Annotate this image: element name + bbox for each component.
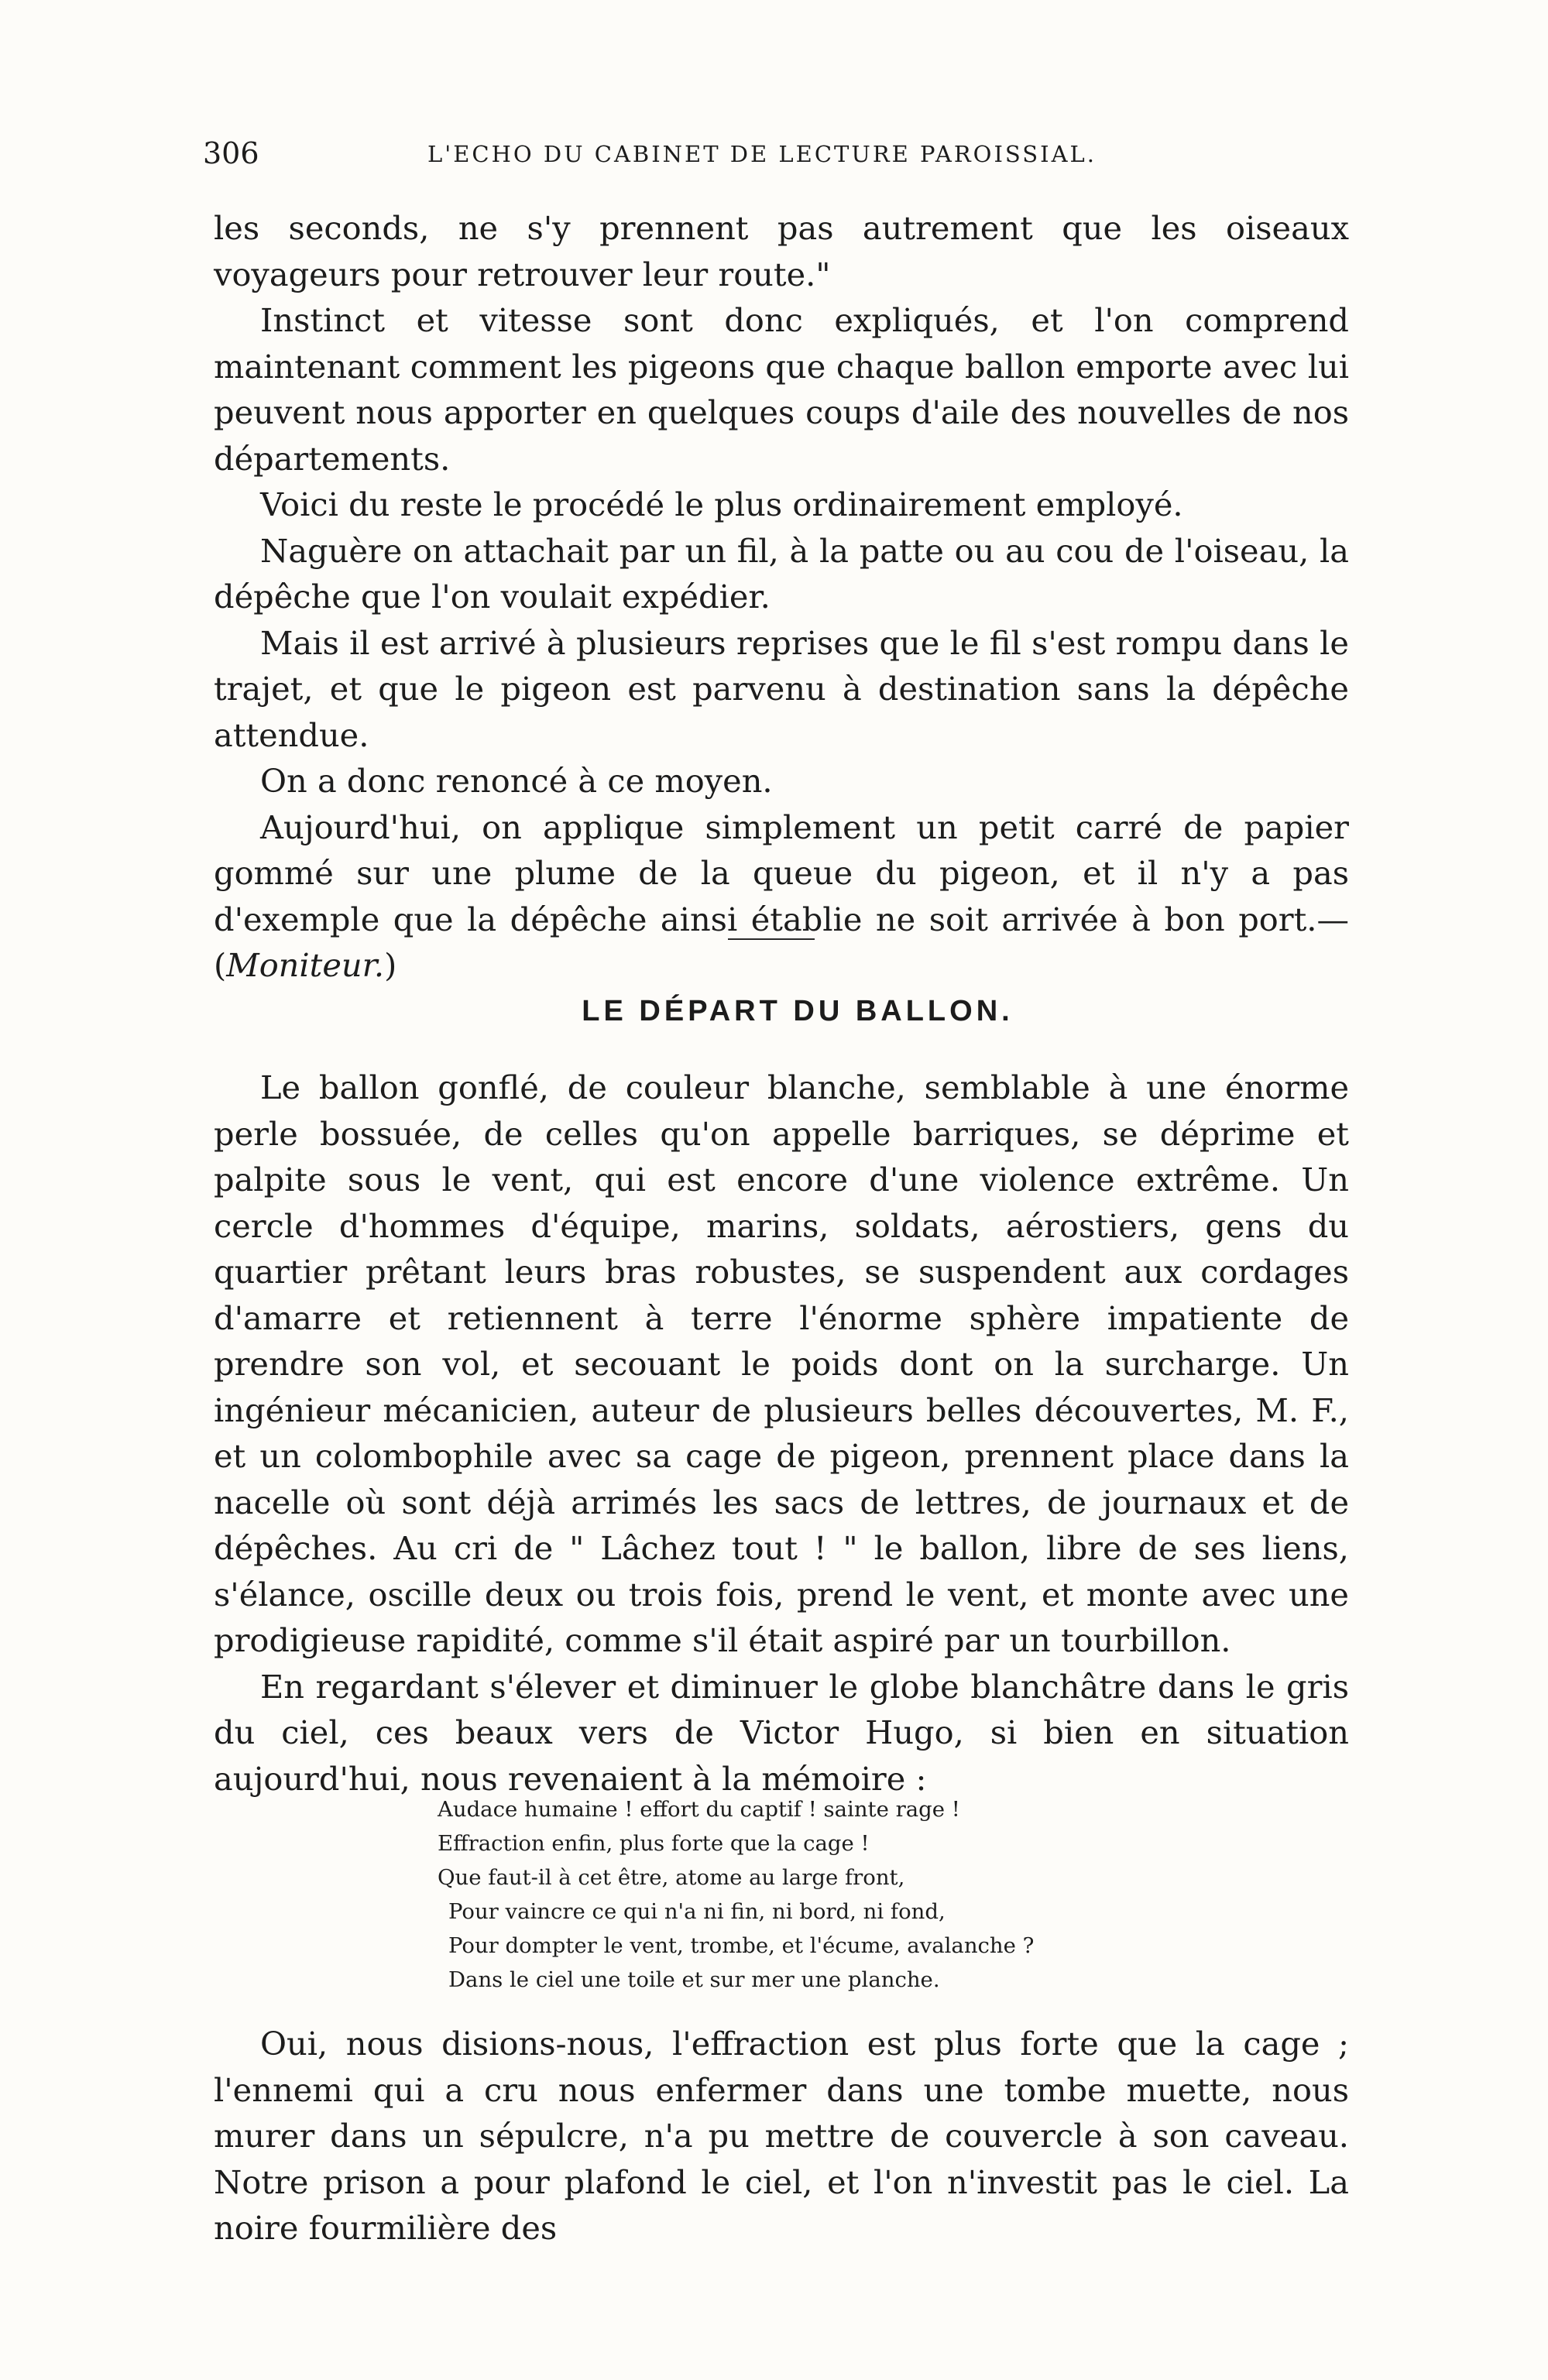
poem-quote (438, 1792, 1212, 1997)
citation-close: ) (384, 946, 397, 984)
poem-line: Effraction enfin, plus forte que la cage ! (438, 1831, 870, 1856)
bottom-text-block (214, 2021, 1349, 2251)
paragraph: On a donc renoncé à ce moyen. (260, 762, 773, 800)
middle-text-block (214, 1065, 1349, 1802)
paragraph: En regardant s'élever et diminuer le globe blanchâtre dans le gris du ciel, ces beaux vers de Victor Hugo, si bien en situation aujourd'hui, nous revenaient à la mémoire : (214, 1667, 1349, 1798)
paragraph: Instinct et vitesse sont donc expliqués, et l'on comprend maintenant comment les pigeons que chaque ballon emporte avec lui peuvent nous apporter en quelques coups d'aile des nouvelles de nos départements. (214, 301, 1349, 478)
paragraph-with-citation (214, 804, 1349, 989)
paragraph: les seconds, ne s'y prennent pas autrement que les oiseaux voyageurs pour retrouver leur route." (214, 209, 1349, 293)
poem-line: Pour dompter le vent, trombe, et l'écume, avalanche ? (448, 1933, 1035, 1958)
source-citation: Moniteur. (226, 946, 385, 984)
paragraph-text: Aujourd'hui, on applique simplement un petit carré de papier gommé sur une plume de la queue du pigeon, et il n'y a pas d'exemple que la dépêche ainsi établie ne soit arrivée à bon port.—( (214, 808, 1349, 984)
poem-line: Audace humaine ! effort du captif ! sainte rage ! (438, 1797, 960, 1822)
top-text-block (214, 205, 1349, 989)
running-title: L'ECHO DU CABINET DE LECTURE PAROISSIAL. (427, 141, 1097, 167)
section-title: LE DÉPART DU BALLON. (582, 995, 1014, 1027)
poem-line: Pour vaincre ce qui n'a ni fin, ni bord, ni fond, (448, 1899, 946, 1924)
page-number: 306 (203, 136, 259, 170)
paragraph: Naguère on attachait par un fil, à la patte ou au cou de l'oiseau, la dépêche que l'on voulait expédier. (214, 531, 1349, 616)
page-header (203, 130, 1326, 177)
paragraph: Voici du reste le procédé le plus ordinairement employé. (260, 485, 1183, 523)
paragraph: Mais il est arrivé à plusieurs reprises que le fil s'est rompu dans le trajet, et que le pigeon est parvenu à destination sans la dépêche attendue. (214, 623, 1349, 754)
poem-line: Dans le ciel une toile et sur mer une planche. (448, 1967, 940, 1992)
section-divider (728, 938, 815, 940)
poem-line: Que faut-il à cet être, atome au large front, (438, 1865, 905, 1890)
paragraph: Oui, nous disions-nous, l'effraction est plus forte que la cage ; l'ennemi qui a cru nous enfermer dans une tombe muette, nous murer dans un sépulcre, n'a pu mettre de couvercle à son caveau. Notre prison a pour plafond le ciel, et l'on n'investit pas le ciel. La noire fourmilière des (214, 2025, 1349, 2247)
paragraph: Le ballon gonflé, de couleur blanche, semblable à une énorme perle bossuée, de celles qu'on appelle barriques, se déprime et palpite sous le vent, qui est encore d'une violence extrême. Un cercle d'hommes d'équipe, marins, soldats, aérostiers, gens du quartier prêtant leurs bras robustes, se suspendent aux cordages d'amarre et retiennent à terre l'énorme sphère impatiente de prendre son vol, et secouant le poids dont on la surcharge. Un ingénieur mécanicien, auteur de plusieurs belles découvertes, M. F., et un colombophile avec sa cage de pigeon, prennent place dans la nacelle où sont déjà arrimés les sacs de lettres, de journaux et de dépêches. Au cri de " Lâchez tout ! " le ballon, libre de ses liens, s'élance, oscille deux ou trois fois, prend le vent, et monte avec une prodigieuse rapidité, comme s'il était aspiré par un tourbillon. (214, 1068, 1349, 1659)
